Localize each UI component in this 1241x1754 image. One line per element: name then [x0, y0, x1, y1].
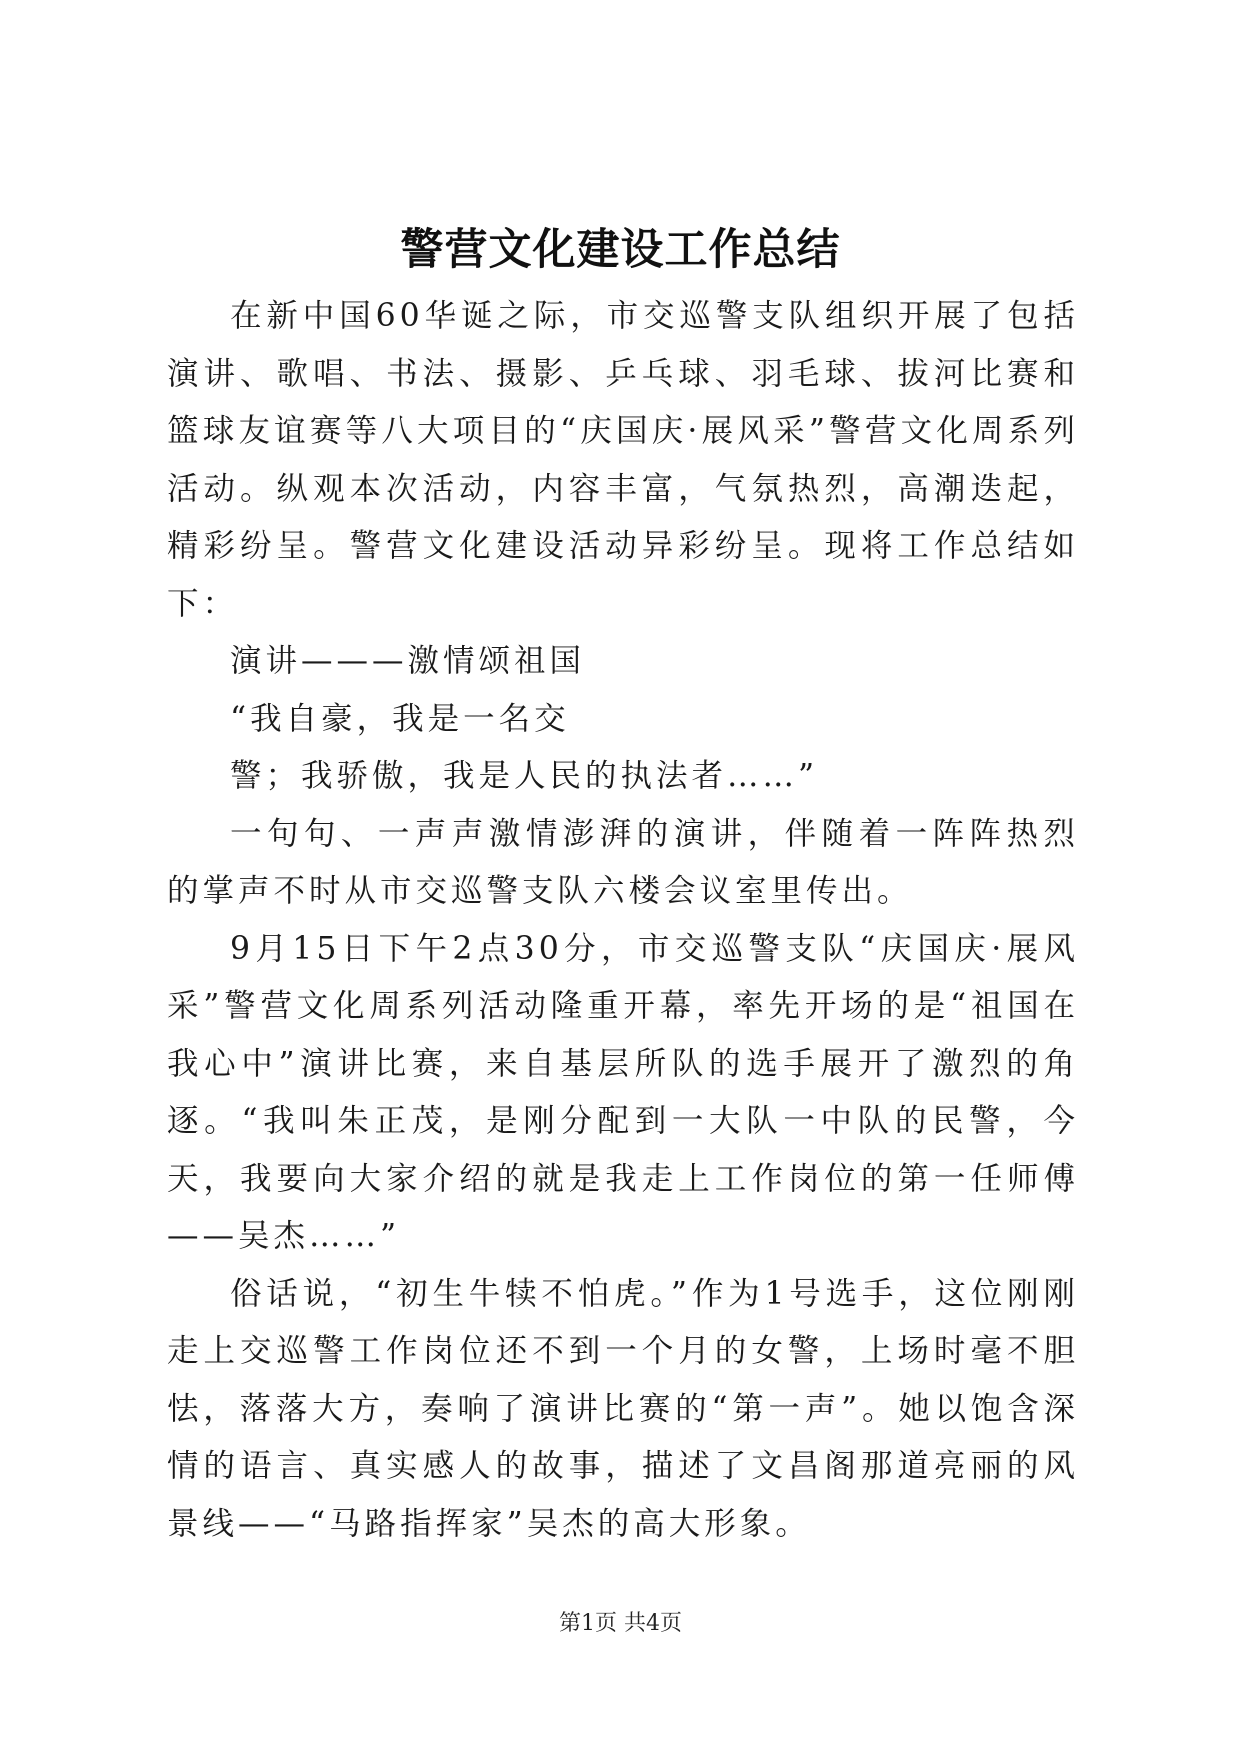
- page-number-footer: 第1页 共4页: [559, 1611, 682, 1636]
- paragraph-opening-ceremony: 9月15日下午2点30分，市交巡警支队“庆国庆·展风采”警营文化周系列活动隆重开幕，率先开场的是“祖国在我心中”演讲比赛，来自基层所队的选手展开了激烈的角逐。“我叫朱正茂，是刚分配到一大队一中队的民警，今天，我要向大家介绍的就是我走上工作岗位的第一任师傅——吴杰……”: [167, 930, 1079, 1254]
- document-title: 警营文化建设工作总结: [400, 225, 841, 275]
- paragraph-intro: 在新中国60华诞之际，市交巡警支队组织开展了包括演讲、歌唱、书法、摄影、乒乓球、羽毛球、拔河比赛和篮球友谊赛等八大项目的“庆国庆·展风采”警营文化周系列活动。纵观本次活动，内容丰富，气氛热烈，高潮迭起，精彩纷呈。警营文化建设活动异彩纷呈。现将工作总结如下：: [167, 298, 1079, 622]
- paragraph-quote-line-2: 警；我骄傲，我是人民的执法者……”: [230, 758, 819, 794]
- document-body: [167, 288, 1079, 1553]
- paragraph-applause: 一句句、一声声激情澎湃的演讲，伴随着一阵阵热烈的掌声不时从市交巡警支队六楼会议室里传出。: [167, 815, 1079, 909]
- paragraph-first-contestant: 俗话说，“初生牛犊不怕虎。”作为1号选手，这位刚刚走上交巡警工作岗位还不到一个月的女警，上场时毫不胆怯，落落大方，奏响了演讲比赛的“第一声”。她以饱含深情的语言、真实感人的故事，描述了文昌阁那道亮丽的风景线——“马路指挥家”吴杰的高大形象。: [167, 1275, 1079, 1542]
- paragraph-quote-line-1: “我自豪，我是一名交: [230, 700, 570, 737]
- section-heading-speech: 演讲———激情颂祖国: [230, 643, 586, 679]
